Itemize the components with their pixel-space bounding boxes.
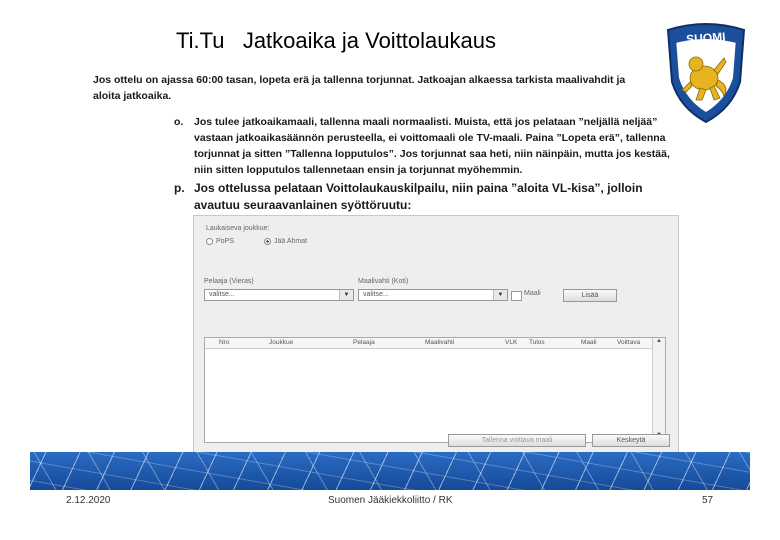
column-header: VLK <box>505 339 518 346</box>
slide-title: Ti.Tu Jatkoaika ja Voittolaukaus <box>176 28 496 53</box>
goalie-select[interactable] <box>358 289 508 301</box>
column-header: Joukkue <box>269 339 294 346</box>
goal-checkbox[interactable] <box>511 291 522 301</box>
footer-date: 2.12.2020 <box>66 495 111 506</box>
page-number: 57 <box>702 495 714 506</box>
radio-team-pops[interactable] <box>206 238 234 245</box>
footer-ice-band <box>30 452 750 490</box>
shooting-team-label: Laukaiseva joukkue: <box>206 225 270 232</box>
goalie-label: Maalivahti (Koti) <box>358 278 409 285</box>
column-header: Maalivahti <box>425 339 455 346</box>
goal-checkbox-label: Maali <box>524 290 541 297</box>
step-p-label: p. <box>174 181 185 195</box>
radio-dot[interactable] <box>206 238 213 245</box>
table-scrollbar[interactable] <box>652 338 665 442</box>
step-p-text: Jos ottelussa pelataan Voittolaukauskilpailu, niin paina ”aloita VL-kisa”, jolloin avautuu seuraavanlainen syöttöruutu: <box>194 181 643 212</box>
radio-team-jaa-ahmat[interactable] <box>264 238 307 245</box>
player-select-value: valitse... <box>209 291 235 298</box>
step-o-label: o. <box>174 116 184 128</box>
save-winning-goal-button[interactable]: Tallenna voittava maali <box>448 434 586 447</box>
step-o-text: Jos tulee jatkoaikamaali, tallenna maali normaalisti. Muista, että jos pelataan ”neljällä neljää” vastaan jatkoaikasäännön perusteella, ei voittomaali ole TV-maali. Paina ”Lopeta erä”, tallenna torjunnat ja sitten ”Tallenna lopputulos”. Jos torjunnat saa heti, niin näinpäin, mutta jos kestää, niin sitten lopputulos tallennetaan ensin ja torjunnat myöhemmin. <box>194 116 670 176</box>
column-header: Tulos <box>529 339 545 346</box>
scroll-up-icon[interactable]: ▲ <box>656 338 662 344</box>
column-header: Nro <box>219 339 230 346</box>
player-label: Pelaaja (Vieras) <box>204 278 254 285</box>
footer-organization: Suomen Jääkiekkoliitto / RK <box>328 495 453 506</box>
cancel-button[interactable]: Keskeytä <box>592 434 670 447</box>
intro-text: Jos ottelu on ajassa 60:00 tasan, lopeta erä ja tallenna torjunnat. Jatkoajan alkaessa tarkista maalivahdit ja aloita jatkoaika. <box>93 74 626 102</box>
column-header: Voittava <box>617 339 641 346</box>
radio-dot[interactable] <box>264 238 271 245</box>
shootout-table <box>204 337 666 443</box>
add-button[interactable]: Lisää <box>563 289 617 302</box>
radio-label: Jää Ahmat <box>274 238 308 245</box>
column-header: Pelaaja <box>353 339 375 346</box>
goalie-select-value: valitse... <box>363 291 389 298</box>
radio-label: PoPS <box>216 238 234 245</box>
suomi-lion-logo <box>660 20 752 124</box>
chevron-down-icon[interactable]: ▼ <box>339 290 353 300</box>
shootout-dialog <box>193 215 679 453</box>
chevron-down-icon[interactable]: ▼ <box>493 290 507 300</box>
logo-text: SUOMI <box>685 29 726 47</box>
player-select[interactable] <box>204 289 354 301</box>
table-header <box>205 338 654 349</box>
column-header: Maali <box>581 339 597 346</box>
